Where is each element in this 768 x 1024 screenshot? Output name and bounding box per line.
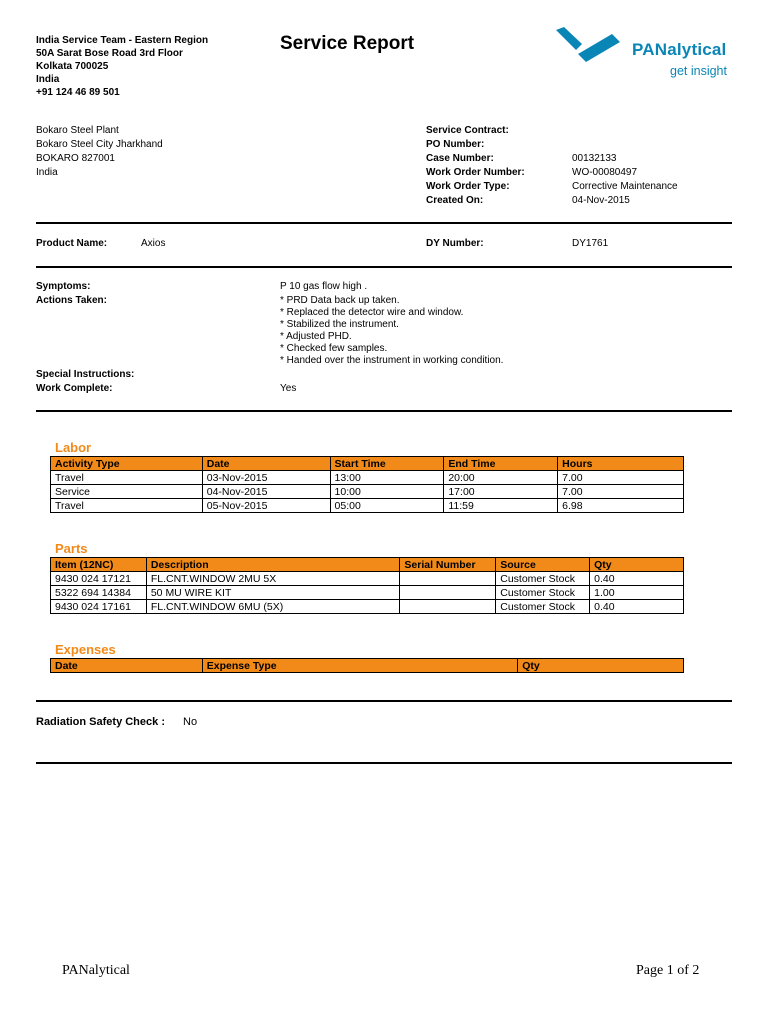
table-cell	[400, 600, 496, 614]
table-cell: 13:00	[330, 471, 444, 485]
table-cell: 0.40	[590, 600, 684, 614]
special-instructions-label: Special Instructions:	[36, 369, 135, 380]
column-header: Date	[202, 457, 330, 471]
table-cell: FL.CNT.WINDOW 6MU (5X)	[146, 600, 400, 614]
table-header-row	[51, 457, 684, 471]
work-order-type-value: Corrective Maintenance	[572, 181, 678, 192]
table-cell: Service	[51, 485, 203, 499]
action-item: * PRD Data back up taken.	[280, 295, 400, 306]
table-cell: 7.00	[558, 485, 684, 499]
table-cell: Travel	[51, 499, 203, 513]
table-cell: FL.CNT.WINDOW 2MU 5X	[146, 572, 400, 586]
table-cell: 6.98	[558, 499, 684, 513]
column-header: Serial Number	[400, 558, 496, 572]
service-contract-label: Service Contract:	[426, 125, 509, 136]
column-header: Activity Type	[51, 457, 203, 471]
divider	[36, 222, 732, 224]
actions-taken-label: Actions Taken:	[36, 295, 107, 306]
table-cell: 9430 024 17161	[51, 600, 147, 614]
table-cell: 50 MU WIRE KIT	[146, 586, 400, 600]
table-row	[51, 471, 684, 485]
table-cell: 9430 024 17121	[51, 572, 147, 586]
table-cell: Travel	[51, 471, 203, 485]
action-item: * Replaced the detector wire and window.	[280, 307, 464, 318]
table-cell: 20:00	[444, 471, 558, 485]
column-header: Description	[146, 558, 400, 572]
column-header: Start Time	[330, 457, 444, 471]
work-complete-label: Work Complete:	[36, 383, 113, 394]
table-cell: 03-Nov-2015	[202, 471, 330, 485]
table-row	[51, 499, 684, 513]
logo-tagline: get insight	[670, 64, 727, 78]
sender-country: India	[36, 74, 60, 85]
product-name-label: Product Name:	[36, 238, 108, 249]
customer-line: Bokaro Steel Plant	[36, 125, 119, 136]
action-item: * Adjusted PHD.	[280, 331, 352, 342]
radiation-safety-label: Radiation Safety Check :	[36, 716, 165, 728]
labor-title: Labor	[55, 440, 92, 455]
table-cell: 5322 694 14384	[51, 586, 147, 600]
sender-address-line: 50A Sarat Bose Road 3rd Floor	[36, 48, 183, 59]
column-header: Qty	[518, 659, 684, 673]
table-cell	[400, 572, 496, 586]
table-cell: 04-Nov-2015	[202, 485, 330, 499]
actions-taken-list	[280, 295, 503, 367]
expenses-title: Expenses	[55, 642, 116, 657]
work-order-number-label: Work Order Number:	[426, 167, 525, 178]
divider	[36, 410, 732, 412]
column-header: Item (12NC)	[51, 558, 147, 572]
created-on-label: Created On:	[426, 195, 484, 206]
customer-address	[36, 124, 163, 180]
divider	[36, 266, 732, 268]
table-cell: 1.00	[590, 586, 684, 600]
divider	[36, 700, 732, 702]
labor-table	[50, 456, 684, 513]
table-cell: 05:00	[330, 499, 444, 513]
symptoms-label: Symptoms:	[36, 281, 91, 292]
table-cell: 11:59	[444, 499, 558, 513]
po-number-label: PO Number:	[426, 139, 485, 150]
action-item: * Checked few samples.	[280, 343, 388, 354]
case-number-label: Case Number:	[426, 153, 494, 164]
customer-line: Bokaro Steel City Jharkhand	[36, 139, 163, 150]
column-header: Date	[51, 659, 203, 673]
table-row	[51, 572, 684, 586]
sender-phone: +91 124 46 89 501	[36, 87, 120, 98]
column-header: End Time	[444, 457, 558, 471]
divider	[36, 762, 732, 764]
table-row	[51, 586, 684, 600]
expenses-table	[50, 658, 684, 673]
column-header: Expense Type	[202, 659, 517, 673]
logo-mark-icon	[552, 24, 632, 68]
dy-number-value: DY1761	[572, 238, 609, 249]
table-cell: 7.00	[558, 471, 684, 485]
sender-name: India Service Team - Eastern Region	[36, 35, 209, 46]
table-cell	[400, 586, 496, 600]
customer-line: BOKARO 827001	[36, 153, 115, 164]
work-order-type-label: Work Order Type:	[426, 181, 510, 192]
work-complete-value: Yes	[280, 383, 297, 394]
page-number: Page 1 of 2	[636, 963, 700, 978]
sender-city: Kolkata 700025	[36, 61, 109, 72]
table-cell: 17:00	[444, 485, 558, 499]
case-number-value: 00132133	[572, 153, 617, 164]
table-cell: Customer Stock	[496, 572, 590, 586]
column-header: Hours	[558, 457, 684, 471]
page-title: Service Report	[280, 33, 415, 54]
panalytical-logo	[552, 24, 742, 84]
column-header: Source	[496, 558, 590, 572]
table-header-row	[51, 659, 684, 673]
parts-table	[50, 557, 684, 614]
dy-number-label: DY Number:	[426, 238, 484, 249]
column-header: Qty	[590, 558, 684, 572]
symptoms-value: P 10 gas flow high .	[280, 281, 368, 292]
work-order-number-value: WO-00080497	[572, 167, 638, 178]
parts-title: Parts	[55, 541, 88, 556]
action-item: * Handed over the instrument in working condition.	[280, 355, 504, 366]
customer-line: India	[36, 167, 58, 178]
table-cell: 0.40	[590, 572, 684, 586]
radiation-safety-value: No	[183, 716, 198, 728]
created-on-value: 04-Nov-2015	[572, 195, 630, 206]
table-cell: Customer Stock	[496, 600, 590, 614]
table-cell: Customer Stock	[496, 586, 590, 600]
logo-name: PANalytical	[632, 40, 727, 59]
action-item: * Stabilized the instrument.	[280, 319, 399, 330]
table-header-row	[51, 558, 684, 572]
sender-address	[36, 34, 208, 99]
footer-company: PANalytical	[62, 963, 130, 978]
table-cell: 10:00	[330, 485, 444, 499]
product-name-value: Axios	[141, 238, 166, 249]
table-row	[51, 485, 684, 499]
table-cell: 05-Nov-2015	[202, 499, 330, 513]
table-row	[51, 600, 684, 614]
